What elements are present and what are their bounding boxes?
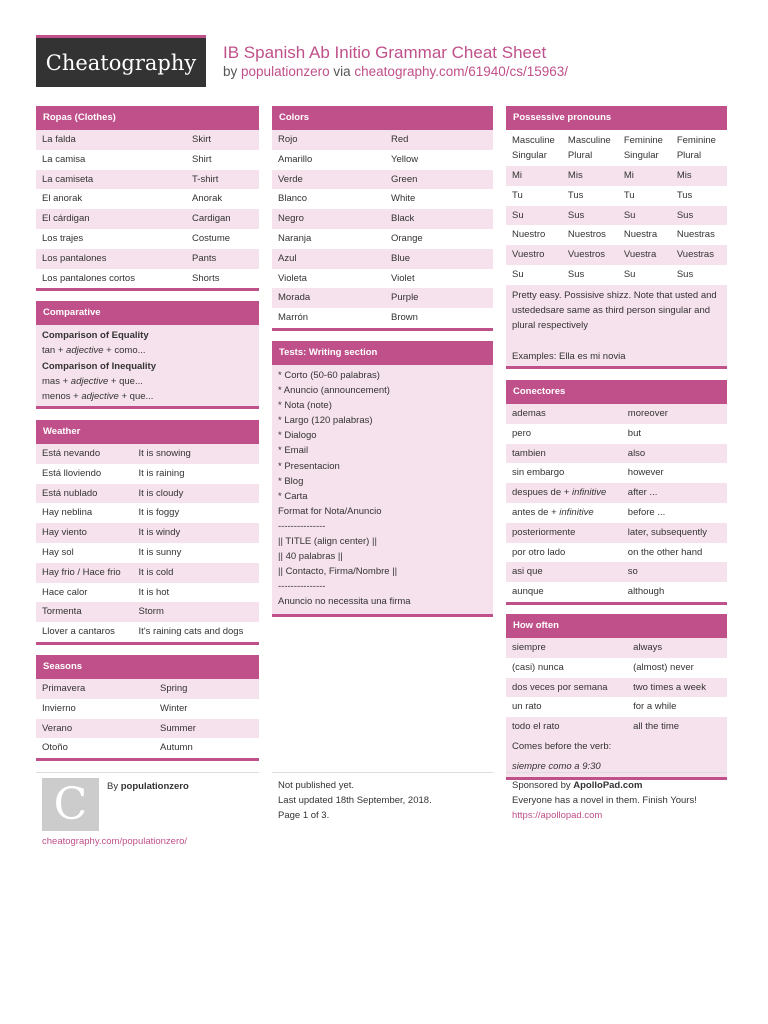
table-cell: por otro lado	[512, 546, 566, 558]
table-cell: Rojo	[278, 134, 298, 145]
table-cell: It is cold	[138, 566, 174, 578]
table-cell: T-shirt	[192, 173, 219, 185]
table-cell: Storm	[138, 606, 164, 618]
section-title: Weather	[36, 420, 259, 444]
table-cell: Brown	[391, 312, 418, 324]
table-row	[272, 229, 493, 249]
table-cell: aunque	[512, 586, 544, 598]
table-row	[272, 308, 493, 328]
footer-publish-info: Not published yet. Last updated 18th September, 2018. Page 1 of 3.	[278, 780, 432, 821]
table-cell: It is hot	[138, 586, 170, 598]
table-row	[506, 697, 727, 717]
table-row	[506, 503, 727, 523]
column-header: Masculine Plural	[567, 135, 611, 161]
possessive-note: Pretty easy. Possisive shizz. Note that usted and ustededsare same as third person singular and plural respectively Examples: Ella es mi novia	[506, 285, 727, 366]
table-cell: all the time	[633, 721, 680, 733]
table-row	[506, 206, 727, 226]
table-row	[36, 189, 259, 209]
table-row	[36, 583, 259, 603]
table-row	[272, 130, 493, 150]
table-cell: pero	[512, 427, 532, 439]
table-cell: for a while	[633, 701, 677, 713]
text-line: Anuncio no necessita una firma	[278, 596, 411, 608]
cheatography-logo[interactable]: Cheatography	[36, 35, 206, 87]
table-cell: It's raining cats and dogs	[138, 626, 244, 638]
table-cell: Sus	[676, 209, 694, 221]
table-cell: Vuestra	[623, 249, 657, 261]
section-title: Conectores	[506, 380, 727, 404]
table-cell: Tus	[676, 189, 693, 201]
table-cell: Pants	[192, 252, 217, 264]
table-cell: Blue	[391, 252, 411, 264]
table-cell: Vuestro	[512, 249, 545, 261]
table-cell: despues de + infinitive	[512, 487, 607, 499]
table-cell: Tormenta	[42, 606, 82, 618]
table-cell: Otoño	[42, 742, 68, 754]
table-header-row	[506, 130, 727, 166]
text-line: ---------------	[278, 581, 326, 593]
table-cell: before ...	[627, 506, 666, 518]
footer-author-url[interactable]: cheatography.com/populationzero/	[42, 836, 188, 847]
table-row	[506, 543, 727, 563]
table-cell: Hay frio / Hace frio	[42, 566, 121, 578]
table-row	[36, 719, 259, 739]
table-cell: Sus	[567, 209, 585, 221]
column-header: Feminine Singular	[623, 135, 663, 161]
author-avatar[interactable]: C	[42, 778, 99, 831]
table-row	[506, 424, 727, 444]
text-line: * Dialogo	[278, 430, 317, 442]
table-cell: two times a week	[633, 681, 706, 693]
table-row	[506, 404, 727, 424]
table-cell: Verde	[278, 173, 303, 185]
table-cell: antes de + infinitive	[512, 506, 594, 518]
table-cell: Violet	[391, 272, 415, 284]
table-cell: asi que	[512, 566, 543, 578]
table-cell: Anorak	[192, 193, 223, 205]
section-title: How often	[506, 614, 727, 638]
table-row	[36, 699, 259, 719]
section-title: Colors	[272, 106, 493, 130]
table-cell: but	[627, 427, 641, 439]
table-cell: Los pantalones	[42, 252, 107, 264]
table-cell: (casi) nunca	[512, 661, 564, 673]
comparative-content: Comparison of Equality tan + adjective + como... Comparison of Inequality mas + adjective + que... menos + adjective + que...	[36, 325, 259, 406]
section-title: Seasons	[36, 655, 259, 679]
table-cell: although	[627, 586, 665, 598]
table-cell: It is windy	[138, 527, 181, 539]
table-row	[36, 523, 259, 543]
colors-section	[272, 106, 493, 331]
table-row	[36, 563, 259, 583]
table-cell: La camiseta	[42, 173, 94, 185]
text-line: || Contacto, Firma/Nombre ||	[278, 566, 398, 578]
table-cell: Mi	[512, 170, 523, 181]
table-cell: Nuestro	[512, 229, 546, 241]
table-row	[506, 678, 727, 698]
section-title: Ropas (Clothes)	[36, 106, 259, 130]
table-row	[506, 444, 727, 464]
table-cell: Purple	[391, 292, 419, 304]
how-often-note: Comes before the verb: siempre como a 9:30	[506, 737, 727, 777]
table-row	[36, 150, 259, 170]
table-cell: Black	[391, 213, 415, 225]
table-cell: Invierno	[42, 702, 76, 714]
table-row	[272, 189, 493, 209]
text-line: * Anuncio (announcement)	[278, 385, 390, 397]
table-row	[36, 602, 259, 622]
text-line: * Largo (120 palabras)	[278, 415, 373, 427]
text-line: * Presentacion	[278, 460, 340, 472]
footer-author-link[interactable]: populationzero	[120, 781, 189, 792]
table-cell: La camisa	[42, 153, 86, 165]
table-row	[36, 130, 259, 150]
table-cell: Naranja	[278, 232, 312, 244]
section-title: Possessive pronouns	[506, 106, 727, 130]
footer-sponsor: Sponsored by ApolloPad.com Everyone has a novel in them. Finish Yours! https://apollopad.com	[512, 780, 697, 821]
table-cell: Los trajes	[42, 232, 84, 244]
how-often-section	[506, 614, 727, 780]
table-row	[36, 622, 259, 642]
table-cell: Blanco	[278, 193, 308, 205]
table-cell: Tus	[567, 189, 584, 201]
text-line: || 40 palabras ||	[278, 551, 343, 563]
table-row	[36, 269, 259, 289]
table-cell: Nuestras	[676, 229, 715, 241]
table-row	[272, 269, 493, 289]
text-line: * Carta	[278, 490, 308, 502]
page-title: IB Spanish Ab Initio Grammar Cheat Sheet	[223, 43, 547, 62]
table-row	[36, 543, 259, 563]
text-line: * Blog	[278, 475, 304, 487]
table-cell: Costume	[192, 232, 231, 244]
table-cell: Shorts	[192, 272, 220, 284]
table-cell: Mis	[676, 170, 692, 181]
ropas-section	[36, 106, 259, 291]
table-cell: It is snowing	[138, 448, 191, 459]
table-cell: It is foggy	[138, 507, 180, 519]
table-cell: It is cloudy	[138, 487, 184, 499]
table-cell: moreover	[627, 408, 668, 419]
sponsor-url[interactable]: https://apollopad.com	[512, 810, 603, 821]
table-cell: Summer	[160, 722, 196, 734]
table-cell: todo el rato	[512, 721, 560, 733]
table-cell: always	[633, 642, 663, 653]
seasons-section	[36, 655, 259, 761]
tests-content	[272, 365, 493, 614]
footer-author: By populationzero	[107, 781, 189, 792]
table-cell: Autumn	[160, 742, 193, 754]
table-row	[36, 464, 259, 484]
table-row	[36, 444, 259, 464]
table-cell: posteriormente	[512, 526, 576, 538]
table-cell: Sus	[676, 268, 694, 280]
table-cell: sin embargo	[512, 467, 565, 479]
table-cell: El anorak	[42, 193, 83, 205]
text-line: * Nota (note)	[278, 400, 332, 412]
table-cell: Nuestra	[623, 229, 658, 241]
table-cell: Mis	[567, 170, 583, 181]
table-row	[36, 170, 259, 190]
table-cell: Primavera	[42, 683, 86, 694]
table-cell: Orange	[391, 232, 423, 244]
table-row	[36, 484, 259, 504]
table-cell: Su	[512, 209, 524, 221]
tests-section	[272, 341, 493, 617]
table-cell: Está nevando	[42, 448, 101, 459]
text-line: || TITLE (align center) ||	[278, 536, 377, 548]
table-cell: Hay sol	[42, 546, 74, 558]
sheet-url-link[interactable]: cheatography.com/61940/cs/15963/	[354, 64, 569, 79]
table-cell: Está lloviendo	[42, 467, 102, 479]
table-row	[272, 249, 493, 269]
table-cell: El cárdigan	[42, 213, 90, 225]
table-cell: Está nublado	[42, 487, 98, 499]
column-header: Masculine Singular	[512, 135, 555, 161]
table-cell: Morada	[278, 292, 311, 304]
text-line: Format for Nota/Anuncio	[278, 505, 382, 517]
table-cell: Shirt	[192, 153, 212, 165]
table-row	[506, 186, 727, 206]
table-cell: siempre	[512, 642, 546, 653]
table-row	[506, 265, 727, 285]
table-row	[36, 738, 259, 758]
table-row	[506, 166, 727, 186]
text-line: * Email	[278, 445, 309, 457]
table-cell: Verano	[42, 722, 73, 734]
table-cell: however	[627, 467, 664, 479]
table-cell: It is sunny	[138, 546, 182, 558]
table-row	[36, 679, 259, 699]
table-cell: un rato	[512, 701, 542, 713]
table-row	[506, 638, 727, 658]
possessive-section	[506, 106, 727, 369]
table-row	[506, 225, 727, 245]
weather-section	[36, 420, 259, 645]
table-cell: Tu	[512, 189, 523, 201]
table-cell: Sus	[567, 268, 585, 280]
table-cell: Tu	[623, 189, 635, 201]
table-cell: ademas	[512, 408, 546, 419]
table-row	[506, 658, 727, 678]
table-row	[506, 523, 727, 543]
table-cell: also	[627, 447, 646, 459]
table-cell: Red	[391, 134, 409, 145]
table-cell: Hay viento	[42, 527, 87, 539]
table-cell: on the other hand	[627, 546, 703, 558]
table-cell: Green	[391, 173, 418, 185]
author-link[interactable]: populationzero	[241, 64, 330, 79]
section-title: Comparative	[36, 301, 259, 325]
table-row	[36, 209, 259, 229]
table-cell: so	[627, 566, 638, 578]
table-row	[506, 245, 727, 265]
table-cell: tambien	[512, 447, 546, 459]
table-cell: Cardigan	[192, 213, 231, 225]
column-header: Feminine Plural	[676, 135, 716, 161]
table-cell: Violeta	[278, 272, 307, 284]
table-cell: Marrón	[278, 312, 309, 324]
table-cell: It is raining	[138, 467, 185, 479]
table-cell: Los pantalones cortos	[42, 272, 135, 284]
table-cell: Vuestros	[567, 249, 606, 261]
table-row	[506, 582, 727, 602]
table-cell: Spring	[160, 683, 188, 694]
table-cell: Yellow	[391, 153, 419, 165]
table-cell: Llover a cantaros	[42, 626, 115, 638]
table-cell: Azul	[278, 252, 297, 264]
table-cell: Nuestros	[567, 229, 606, 241]
table-row	[506, 463, 727, 483]
byline: by populationzero via cheatography.com/61940/cs/15963/	[223, 64, 569, 79]
table-cell: dos veces por semana	[512, 681, 608, 693]
table-row	[272, 170, 493, 190]
comparative-section	[36, 301, 259, 409]
conectores-section	[506, 380, 727, 605]
table-cell: Hay neblina	[42, 507, 93, 519]
table-row	[36, 229, 259, 249]
table-row	[506, 483, 727, 503]
table-cell: after ...	[627, 487, 658, 499]
table-row	[506, 717, 727, 737]
table-cell: Hace calor	[42, 586, 88, 598]
table-cell: Mi	[623, 170, 634, 181]
table-cell: Skirt	[192, 134, 211, 145]
table-cell: Winter	[160, 702, 188, 714]
table-cell: Su	[512, 268, 524, 280]
table-cell: Su	[623, 268, 636, 280]
section-title: Tests: Writing section	[272, 341, 493, 365]
table-row	[36, 503, 259, 523]
table-cell: later, subsequently	[627, 526, 708, 538]
table-cell: Negro	[278, 213, 304, 225]
table-cell: Amarillo	[278, 153, 313, 165]
table-row	[506, 562, 727, 582]
text-line: ---------------	[278, 520, 326, 532]
table-row	[36, 249, 259, 269]
table-cell: (almost) never	[633, 661, 694, 673]
table-row	[272, 209, 493, 229]
table-cell: White	[391, 193, 416, 205]
text-line: * Corto (50-60 palabras)	[278, 370, 380, 381]
table-cell: Vuestras	[676, 249, 714, 261]
sponsor-link[interactable]: ApolloPad.com	[573, 780, 643, 791]
table-cell: La falda	[42, 134, 76, 145]
table-cell: Su	[623, 209, 636, 221]
table-row	[272, 150, 493, 170]
table-row	[272, 288, 493, 308]
